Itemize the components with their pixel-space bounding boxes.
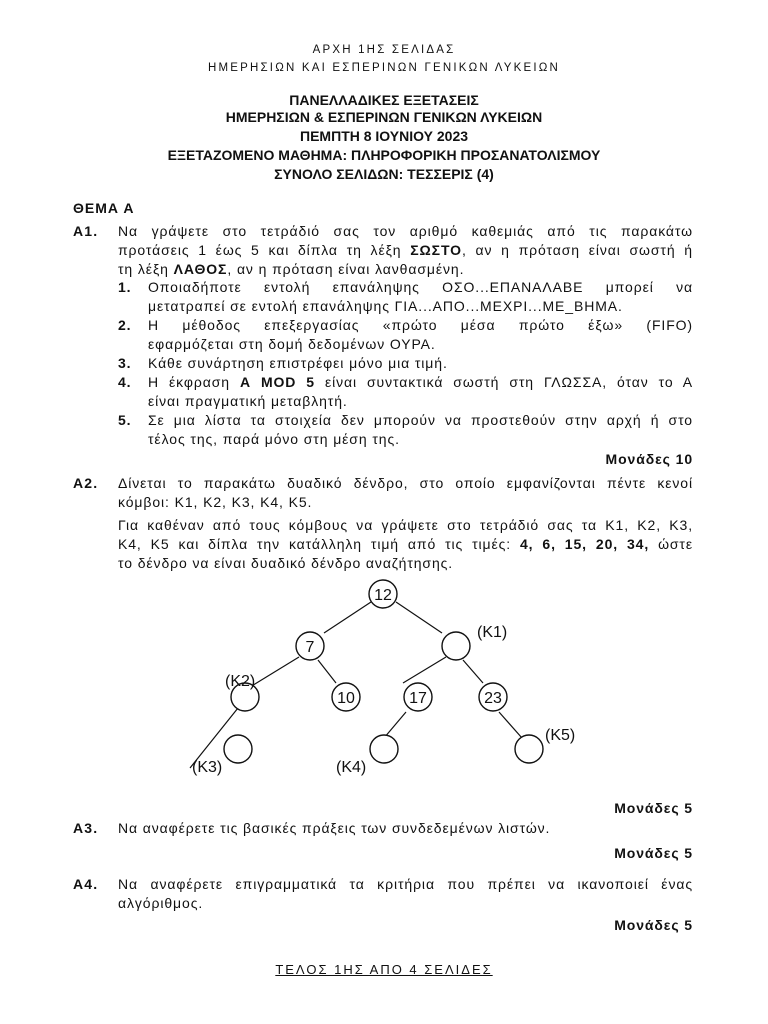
a3-label: Α3. xyxy=(73,820,99,836)
a2-p2-line1: Για καθέναν από τους κόμβους να γράψετε στο τετράδιό σας τα Κ1, Κ2, Κ3, xyxy=(118,517,693,533)
edge-12-k1 xyxy=(396,602,442,633)
a1-item-2-line1: Η μέθοδος επεξεργασίας «πρώτο μέσα πρώτο έξω» (FIFO) xyxy=(148,317,693,333)
a4-line2: αλγόριθμος. xyxy=(118,895,204,911)
exam-subject: ΕΞΕΤΑΖΟΜΕΝΟ ΜΑΘΗΜΑ: ΠΛΗΡΟΦΟΡΙΚΗ ΠΡΟΣΑΝΑΤΟΛΙΣΜΟΥ xyxy=(167,147,601,163)
exam-date: ΠΕΜΠΤΗ 8 ΙΟΥΝΙΟΥ 2023 xyxy=(299,128,469,144)
tree-label-k1: (K1) xyxy=(477,624,508,641)
a1-marks: Μονάδες 10 xyxy=(605,451,693,467)
a2-p2-line2-tail: ώστε xyxy=(649,536,694,552)
page-header-line2: ΗΜΕΡΗΣΙΩΝ ΚΑΙ ΕΣΠΕΡΙΝΩΝ ΓΕΝΙΚΩΝ ΛΥΚΕΙΩΝ xyxy=(207,62,561,74)
a4-label: Α4. xyxy=(73,876,99,892)
tree-label-k2: (K2) xyxy=(225,673,256,690)
exam-title: ΠΑΝΕΛΛΑΔΙΚΕΣ ΕΞΕΤΑΣΕΙΣ xyxy=(289,92,479,108)
edge-7-k2 xyxy=(250,657,299,687)
tree-value-root: 12 xyxy=(374,587,392,604)
a1-intro-line3-text: τη λέξη xyxy=(118,261,174,277)
tree-node-k4 xyxy=(370,735,398,763)
a4-text xyxy=(118,875,693,913)
a2-marks: Μονάδες 5 xyxy=(614,800,693,816)
a1-item-4-number: 4. xyxy=(118,374,132,390)
a4-marks: Μονάδες 5 xyxy=(614,917,693,933)
edge-k1-23 xyxy=(463,660,483,683)
a1-item-3-line1: Κάθε συνάρτηση επιστρέφει μόνο μια τιμή. xyxy=(148,355,448,371)
a1-item-2-number: 2. xyxy=(118,317,132,333)
edge-23-k5 xyxy=(499,712,522,738)
a1-item-4-line1-text: Η έκφραση xyxy=(148,374,240,390)
tree-label-k3: (K3) xyxy=(192,759,223,776)
a2-p2-line2-text: Κ4, Κ5 και δίπλα την κατάλληλη τιμή από τις τιμές: xyxy=(118,536,520,552)
a1-keyword-lathos: ΛΑΘΟΣ xyxy=(173,261,228,277)
edge-17-k4 xyxy=(384,712,406,738)
a1-label: Α1. xyxy=(73,223,99,239)
page-footer xyxy=(0,962,768,977)
a4-line1: Να αναφέρετε επιγραμματικά τα κριτήρια που πρέπει να ικανοποιεί ένας xyxy=(118,876,693,892)
tree-node-k3 xyxy=(224,735,252,763)
a1-intro-line2-text: προτάσεις 1 έως 5 και δίπλα τη λέξη xyxy=(118,242,411,258)
tree-nodes xyxy=(224,580,543,763)
a1-item-5-line2: τέλος της, παρά μόνο στη μέση της. xyxy=(148,431,400,447)
theme-heading: ΘΕΜΑ Α xyxy=(73,200,135,216)
a1-item-4-line1-tail: είναι συντακτικά σωστή στη ΓΛΩΣΣΑ, όταν το Α xyxy=(314,374,694,390)
tree-value-7: 7 xyxy=(305,639,315,656)
a3-marks: Μονάδες 5 xyxy=(614,845,693,861)
tree-node-k1 xyxy=(442,632,470,660)
edge-k1-17 xyxy=(403,657,446,683)
a1-intro-line3-tail: , αν η πρόταση είναι λανθασμένη. xyxy=(227,261,465,277)
a1-intro-line2-tail: , αν η πρόταση είναι σωστή ή xyxy=(461,242,693,258)
a1-item-1-line2: μετατραπεί σε εντολή επανάληψης ΓΙΑ...ΑΠΟ...ΜΕΧΡΙ...ΜΕ_ΒΗΜΑ. xyxy=(148,298,623,314)
edge-7-10 xyxy=(318,660,336,683)
a1-item-3-number: 3. xyxy=(118,355,132,371)
tree-value-10: 10 xyxy=(337,690,355,707)
a1-item-1-line1: Οποιαδήποτε εντολή επανάληψης ΟΣΟ...ΕΠΑΝΑΛΑΒΕ μπορεί να xyxy=(148,279,693,295)
a2-p2-line3: το δένδρο να είναι δυαδικό δένδρο αναζήτησης. xyxy=(118,555,454,571)
exam-page-count: ΣΥΝΟΛΟ ΣΕΛΙΔΩΝ: ΤΕΣΣΕΡΙΣ (4) xyxy=(274,166,494,182)
a1-item-4-expression: Α MOD 5 xyxy=(239,374,315,390)
tree-label-k4: (K4) xyxy=(336,759,367,776)
a1-item-1-number: 1. xyxy=(118,279,132,295)
a2-label: Α2. xyxy=(73,475,99,491)
exam-schools: ΗΜΕΡΗΣΙΩΝ & ΕΣΠΕΡΙΝΩΝ ΓΕΝΙΚΩΝ ΛΥΚΕΙΩΝ xyxy=(225,109,543,125)
edge-12-7 xyxy=(324,602,371,633)
tree-label-k5: (K5) xyxy=(545,727,576,744)
a1-item-4-line2: είναι πραγματική μεταβλητή. xyxy=(148,393,348,409)
a2-p1-line2: κόμβοι: Κ1, Κ2, Κ3, Κ4, Κ5. xyxy=(118,494,313,510)
a2-p1-line1: Δίνεται το παρακάτω δυαδικό δένδρο, στο οποίο εμφανίζονται πέντε κενοί xyxy=(118,475,693,491)
page-footer-text: ΤΕΛΟΣ 1ΗΣ ΑΠΟ 4 ΣΕΛΙΔΕΣ xyxy=(275,962,493,977)
tree-value-23: 23 xyxy=(484,690,502,707)
a1-keyword-sosto: ΣΩΣΤΟ xyxy=(410,242,462,258)
a3-text: Να αναφέρετε τις βασικές πράξεις των συνδεδεμένων λιστών. xyxy=(118,820,551,836)
tree-value-17: 17 xyxy=(409,690,427,707)
a2-values: 4, 6, 15, 20, 34, xyxy=(520,536,650,552)
tree-node-k5 xyxy=(515,735,543,763)
page-header-line1: ΑΡΧΗ 1ΗΣ ΣΕΛΙΔΑΣ xyxy=(312,44,456,56)
a1-intro-line1: Να γράψετε στο τετράδιό σας τον αριθμό καθεμιάς από τις παρακάτω xyxy=(118,223,693,239)
a1-item-5-number: 5. xyxy=(118,412,132,428)
a1-item-2-line2: εφαρμόζεται στη δομή δεδομένων ΟΥΡΑ. xyxy=(148,336,436,352)
a1-item-5-line1: Σε μια λίστα τα στοιχεία δεν μπορούν να προστεθούν στην αρχή ή στο xyxy=(148,412,693,428)
